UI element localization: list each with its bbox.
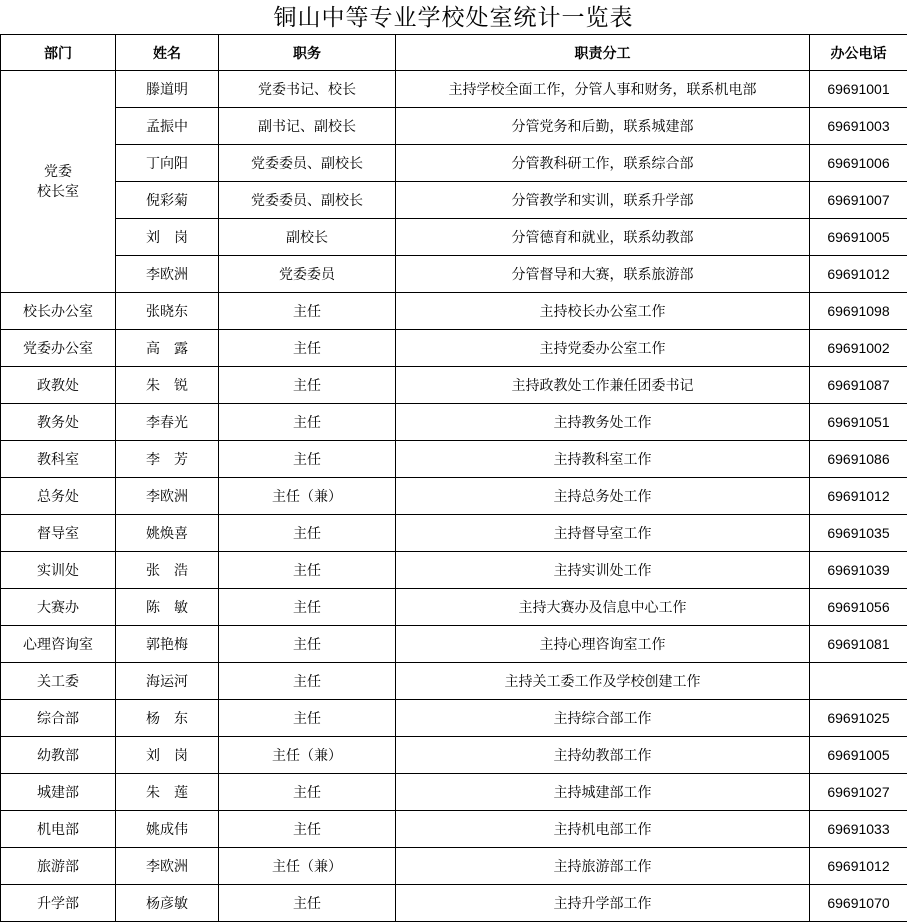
name-cell: 杨彦敏: [116, 885, 219, 922]
table-row: [1, 71, 907, 108]
name-cell: 张 浩: [116, 552, 219, 589]
name-cell: 杨 东: [116, 700, 219, 737]
name-cell: 孟振中: [116, 108, 219, 145]
name-cell: 陈 敏: [116, 589, 219, 626]
name-cell: 丁向阳: [116, 145, 219, 182]
phone-cell: 69691087: [810, 367, 907, 404]
dept-cell: 关工委: [1, 663, 116, 700]
position-cell: 主任: [219, 441, 396, 478]
table-row: [1, 293, 907, 330]
position-cell: 党委委员: [219, 256, 396, 293]
position-cell: 主任: [219, 404, 396, 441]
name-cell: 刘 岗: [116, 737, 219, 774]
phone-cell: 69691039: [810, 552, 907, 589]
table-row: [1, 478, 907, 515]
table-row: [1, 219, 907, 256]
dept-cell: 实训处: [1, 552, 116, 589]
duty-cell: 主持实训处工作: [396, 552, 810, 589]
header-position: 职务: [219, 35, 396, 71]
phone-cell: 69691012: [810, 848, 907, 885]
table-row: [1, 367, 907, 404]
position-cell: 主任: [219, 811, 396, 848]
name-cell: 朱 莲: [116, 774, 219, 811]
duty-cell: 主持校长办公室工作: [396, 293, 810, 330]
phone-cell: 69691086: [810, 441, 907, 478]
name-cell: 滕道明: [116, 71, 219, 108]
phone-cell: 69691081: [810, 626, 907, 663]
table-row: [1, 441, 907, 478]
table-row: [1, 108, 907, 145]
dept-cell: 教务处: [1, 404, 116, 441]
phone-cell: 69691001: [810, 71, 907, 108]
table-row: [1, 589, 907, 626]
duty-cell: 主持党委办公室工作: [396, 330, 810, 367]
name-cell: 姚成伟: [116, 811, 219, 848]
dept-cell: 机电部: [1, 811, 116, 848]
phone-cell: 69691070: [810, 885, 907, 922]
table-row: [1, 811, 907, 848]
duty-cell: 主持学校全面工作，分管人事和财务，联系机电部: [396, 71, 810, 108]
duty-cell: 主持旅游部工作: [396, 848, 810, 885]
dept-cell: 幼教部: [1, 737, 116, 774]
position-cell: 主任: [219, 589, 396, 626]
duty-cell: 主持综合部工作: [396, 700, 810, 737]
position-cell: 主任（兼）: [219, 848, 396, 885]
phone-cell: 69691012: [810, 478, 907, 515]
phone-cell: 69691056: [810, 589, 907, 626]
table-row: [1, 626, 907, 663]
dept-cell: 旅游部: [1, 848, 116, 885]
header-duty: 职责分工: [396, 35, 810, 71]
phone-cell: 69691025: [810, 700, 907, 737]
dept-cell: 城建部: [1, 774, 116, 811]
office-table: [0, 34, 907, 922]
table-row: [1, 663, 907, 700]
position-cell: 主任: [219, 293, 396, 330]
name-cell: 李 芳: [116, 441, 219, 478]
table-row: [1, 182, 907, 219]
duty-cell: 主持总务处工作: [396, 478, 810, 515]
position-cell: 主任: [219, 663, 396, 700]
position-cell: 主任: [219, 885, 396, 922]
name-cell: 郭艳梅: [116, 626, 219, 663]
name-cell: 姚焕喜: [116, 515, 219, 552]
table-row: [1, 145, 907, 182]
dept-cell: 升学部: [1, 885, 116, 922]
name-cell: 海运河: [116, 663, 219, 700]
name-cell: 高 露: [116, 330, 219, 367]
duty-cell: 分管德育和就业，联系幼教部: [396, 219, 810, 256]
phone-cell: 69691005: [810, 219, 907, 256]
name-cell: 张晓东: [116, 293, 219, 330]
position-cell: 党委委员、副校长: [219, 182, 396, 219]
dept-cell: 政教处: [1, 367, 116, 404]
merged-dept-line-2: 校长室: [37, 183, 79, 200]
table-row: [1, 885, 907, 922]
duty-cell: 主持教科室工作: [396, 441, 810, 478]
dept-cell: 校长办公室: [1, 293, 116, 330]
phone-cell: 69691033: [810, 811, 907, 848]
dept-cell: 党委办公室: [1, 330, 116, 367]
merged-dept-cell: [1, 71, 116, 293]
table-row: [1, 256, 907, 293]
duty-cell: 分管教学和实训，联系升学部: [396, 182, 810, 219]
name-cell: 李春光: [116, 404, 219, 441]
name-cell: 朱 锐: [116, 367, 219, 404]
dept-cell: 督导室: [1, 515, 116, 552]
dept-cell: 总务处: [1, 478, 116, 515]
merged-dept-line-1: 党委: [44, 163, 72, 180]
dept-cell: 心理咨询室: [1, 626, 116, 663]
phone-cell: 69691005: [810, 737, 907, 774]
position-cell: 主任: [219, 626, 396, 663]
duty-cell: 分管督导和大赛，联系旅游部: [396, 256, 810, 293]
duty-cell: 主持城建部工作: [396, 774, 810, 811]
name-cell: 李欧洲: [116, 478, 219, 515]
position-cell: 主任: [219, 515, 396, 552]
phone-cell: 69691035: [810, 515, 907, 552]
header-dept: 部门: [1, 35, 116, 71]
phone-cell: 69691051: [810, 404, 907, 441]
phone-cell: [810, 663, 907, 700]
duty-cell: 主持幼教部工作: [396, 737, 810, 774]
phone-cell: 69691006: [810, 145, 907, 182]
dept-cell: 综合部: [1, 700, 116, 737]
table-row: [1, 404, 907, 441]
position-cell: 主任（兼）: [219, 478, 396, 515]
duty-cell: 分管教科研工作，联系综合部: [396, 145, 810, 182]
position-cell: 主任: [219, 367, 396, 404]
table-row: [1, 737, 907, 774]
header-name: 姓名: [116, 35, 219, 71]
table-row: [1, 552, 907, 589]
table-row: [1, 848, 907, 885]
duty-cell: 主持升学部工作: [396, 885, 810, 922]
phone-cell: 69691027: [810, 774, 907, 811]
name-cell: 倪彩菊: [116, 182, 219, 219]
position-cell: 副书记、副校长: [219, 108, 396, 145]
name-cell: 刘 岗: [116, 219, 219, 256]
table-row: [1, 774, 907, 811]
phone-cell: 69691098: [810, 293, 907, 330]
duty-cell: 主持关工委工作及学校创建工作: [396, 663, 810, 700]
dept-cell: 大赛办: [1, 589, 116, 626]
header-phone: 办公电话: [810, 35, 907, 71]
position-cell: 党委书记、校长: [219, 71, 396, 108]
duty-cell: 主持机电部工作: [396, 811, 810, 848]
position-cell: 主任: [219, 774, 396, 811]
phone-cell: 69691012: [810, 256, 907, 293]
position-cell: 副校长: [219, 219, 396, 256]
dept-cell: 教科室: [1, 441, 116, 478]
duty-cell: 主持教务处工作: [396, 404, 810, 441]
table-row: [1, 515, 907, 552]
name-cell: 李欧洲: [116, 256, 219, 293]
position-cell: 主任: [219, 552, 396, 589]
name-cell: 李欧洲: [116, 848, 219, 885]
table-header-row: [1, 35, 907, 71]
page-title: 铜山中等专业学校处室统计一览表: [273, 5, 634, 31]
table-row: [1, 700, 907, 737]
phone-cell: 69691002: [810, 330, 907, 367]
table-row: [1, 330, 907, 367]
duty-cell: 主持政教处工作兼任团委书记: [396, 367, 810, 404]
duty-cell: 主持大赛办及信息中心工作: [396, 589, 810, 626]
phone-cell: 69691007: [810, 182, 907, 219]
duty-cell: 主持心理咨询室工作: [396, 626, 810, 663]
position-cell: 主任（兼）: [219, 737, 396, 774]
duty-cell: 分管党务和后勤，联系城建部: [396, 108, 810, 145]
position-cell: 主任: [219, 700, 396, 737]
phone-cell: 69691003: [810, 108, 907, 145]
position-cell: 党委委员、副校长: [219, 145, 396, 182]
duty-cell: 主持督导室工作: [396, 515, 810, 552]
position-cell: 主任: [219, 330, 396, 367]
